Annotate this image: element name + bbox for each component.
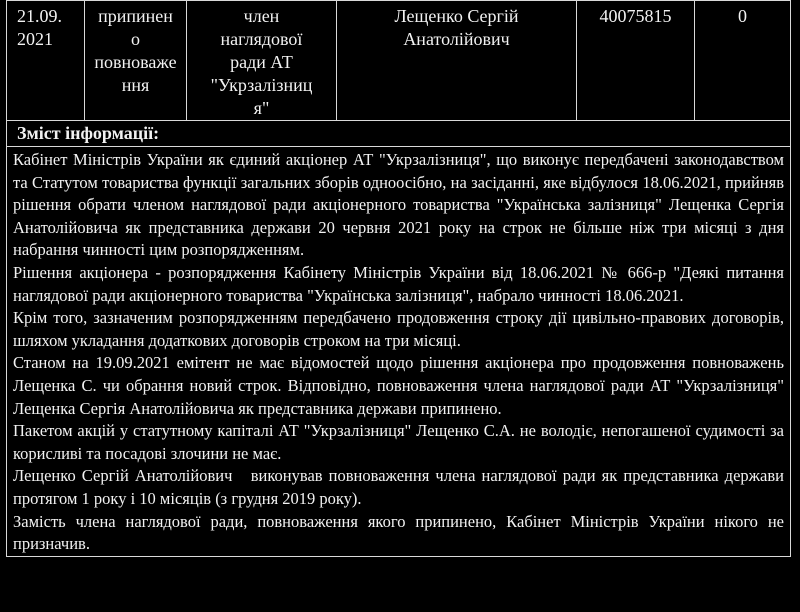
- paragraph: Пакетом акцій у статутному капіталі АТ "Укрзалізниця" Лещенко С.А. не володіє, непогашеної судимості за корисливі та посадові злочини не має.: [13, 421, 789, 463]
- paragraph: Кабінет Міністрів України як єдиний акціонер АТ "Укрзалізниця", що виконує передбачені законодавством та Статутом товариства функції загальних зборів одноосібно, на засіданні, яке відбулося 18.06.2021, прийняв рішення обрати членом наглядової ради акціонерного товариства "Українська залізниця" Лещенка Сергія Анатолійовича як представника держави 20 червня 2021 року на строк не більше ніж три місяці з дня набрання чинності цим розпорядженням.: [13, 150, 789, 260]
- person-cell: Лещенко Сергій Анатолійович: [337, 1, 577, 121]
- section-header-row: [7, 121, 791, 147]
- content-cell: [7, 147, 791, 557]
- code-cell: 40075815: [577, 1, 695, 121]
- paragraph: Крім того, зазначеним розпорядженням передбачено продовження строку дії цивільно-правових договорів, шляхом укладання додаткових договорів строком на три місяці.: [13, 308, 789, 350]
- action-cell: припинен о повноваже ння: [85, 1, 187, 121]
- section-title: Зміст інформації:: [7, 121, 791, 147]
- share-cell: 0: [695, 1, 791, 121]
- date-cell: 21.09. 2021: [7, 1, 85, 121]
- content-row: [7, 147, 791, 557]
- paragraph: Станом на 19.09.2021 емітент не має відомостей щодо рішення акціонера про продовження повноважень Лещенка С. чи обрання новий строк. Відповідно, повноваження члена наглядової ради АТ "Укрзалізниця" Лещенка Сергія Анатолійовича як представника держави припинено.: [13, 353, 789, 418]
- paragraph: Замість члена наглядової ради, повноваження якого припинено, Кабінет Міністрів України нікого не призначив.: [13, 511, 789, 554]
- paragraph: Рішення акціонера - розпорядження Кабінету Міністрів України від 18.06.2021 № 666-р "Деякі питання наглядової ради акціонерного товариства "Українська залізниця", набрало чинності 18.06.2021.: [13, 262, 789, 305]
- info-table: [6, 0, 791, 557]
- table-row: [7, 1, 791, 121]
- paragraph: Лещенко Сергій Анатолійович виконував повноваження члена наглядової ради як представника держави протягом 1 року і 10 місяців (з грудня 2019 року).: [13, 466, 789, 508]
- position-cell: член наглядової ради АТ "Укрзалізниц я": [187, 1, 337, 121]
